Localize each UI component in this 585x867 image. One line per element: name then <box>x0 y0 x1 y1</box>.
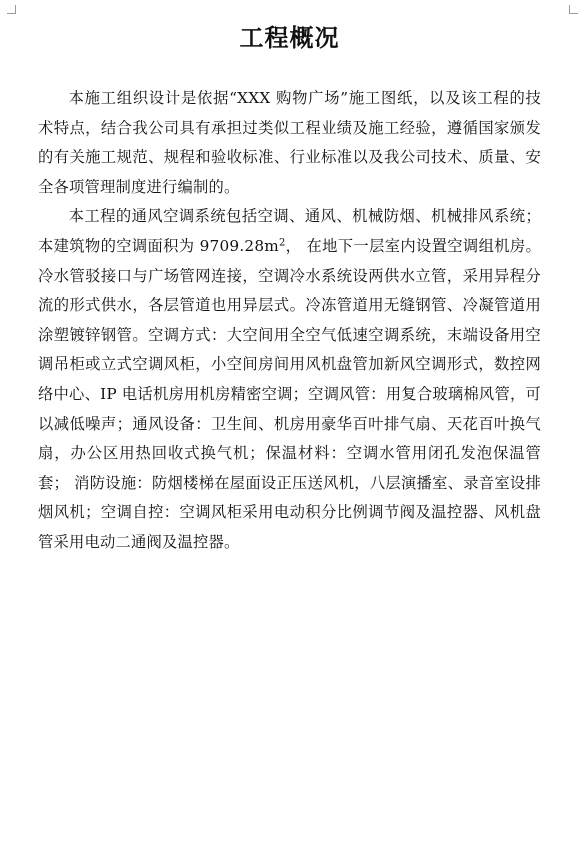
paragraph-intro: 本施工组织设计是依据“XXX 购物广场”施工图纸，以及该工程的技术特点，结合我公司具有承担过类似工程业绩及施工经验，遵循国家颁发的有关施工规范、规程和验收标准、行业标准以及我公司技术、质量、安全各项管理制度进行编制的。 <box>38 89 541 196</box>
paragraph-system-description <box>38 202 541 557</box>
paragraph-text-before-unit: 本工程的通风空调系统包括空调、通风、机械防烟、机械排风系统；本建筑物的空调面积为 9709.28m <box>38 207 541 255</box>
paragraph-text-after-unit: ， 在地下一层室内设置空调组机房。冷水管驳接口与广场管网连接，空调冷水系统设两供水立管，采用异程分流的形式供水，各层管道也用异层式。冷冻管道用无缝钢管、冷凝管道用涂塑镀锌钢管。空调方式：大空间用全空气低速空调系统，末端设备用空调吊柜或立式空调风柜，小空间房间用风机盘管加新风空调形式，数控网络中心、IP 电话机房用机房精密空调；空调风管：用复合玻璃棉风管，可以减低噪声；通风设备：卫生间、机房用豪华百叶排气扇、天花百叶换气扇，办公区用热回收式换气机；保温材料：空调水管用闭孔发泡保温管套； 消防设施：防烟楼梯在屋面设正压送风机，八层演播室、录音室设排烟风机；空调自控：空调风柜采用电动积分比例调节阀及温控器、风机盘管采用电动二通阀及温控器。 <box>38 236 541 551</box>
page-corner-mark-right <box>569 5 578 14</box>
document-page <box>38 18 541 558</box>
page-corner-mark-left <box>7 5 16 14</box>
document-title: 工程概况 <box>239 23 340 52</box>
area-unit-superscript: 2 <box>278 237 286 249</box>
